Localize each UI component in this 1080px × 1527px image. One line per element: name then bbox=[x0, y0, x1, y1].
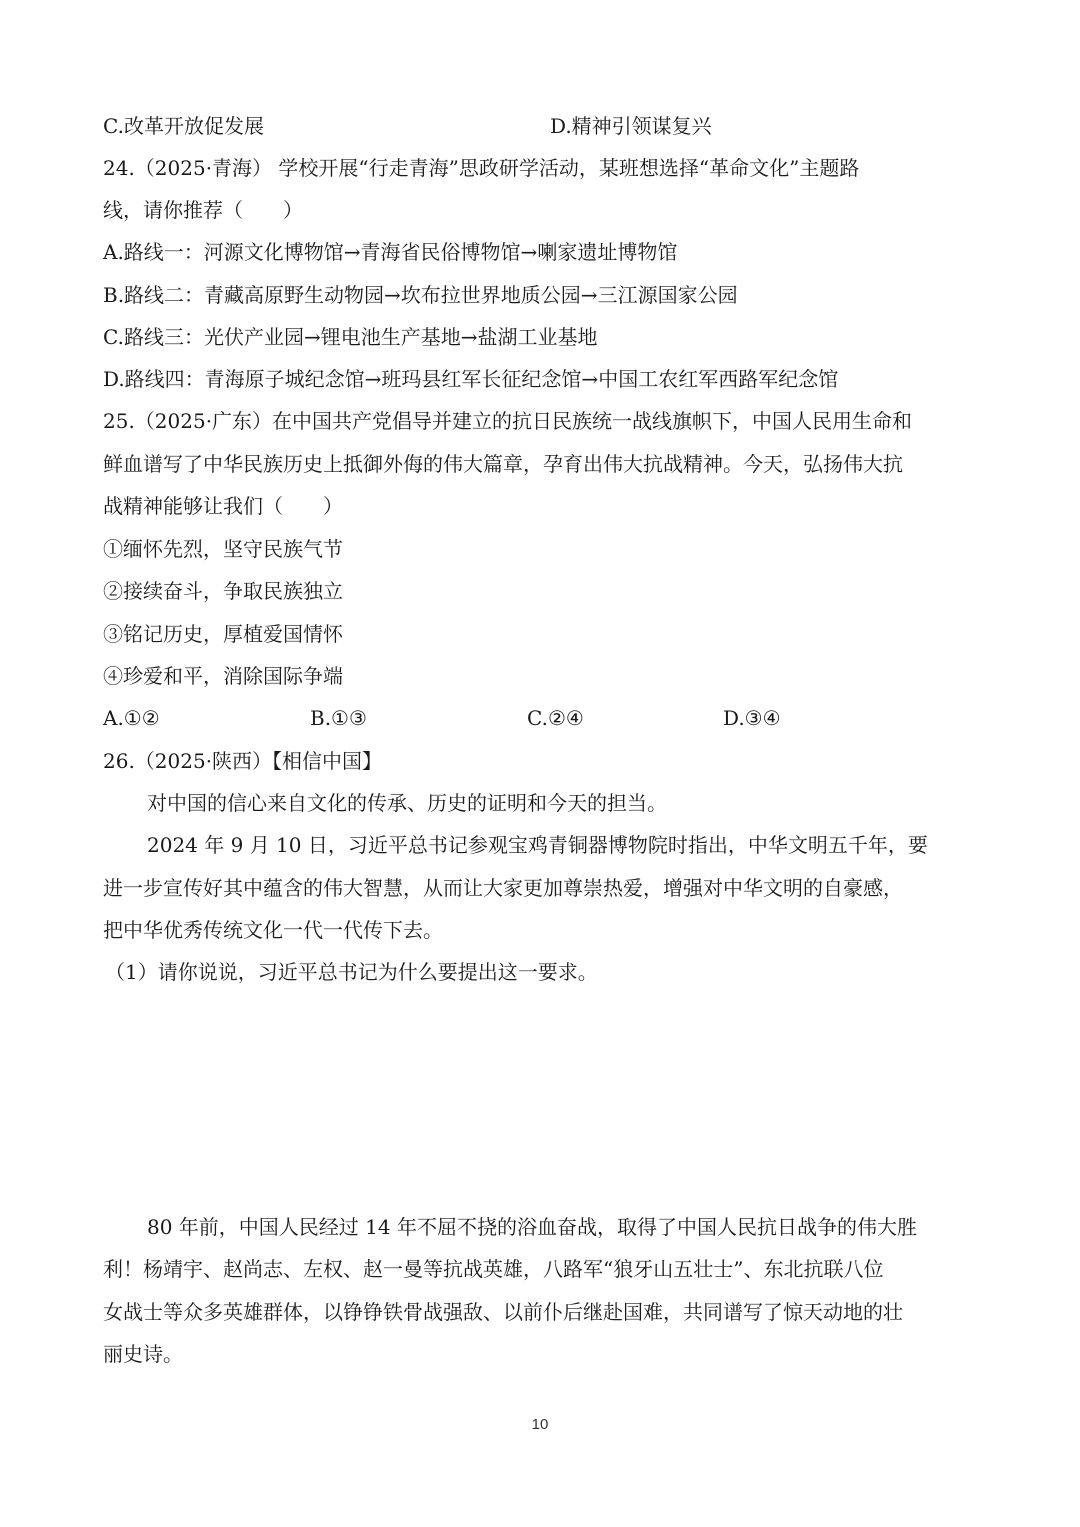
q25-stem-line2: 鲜血谱写了中华民族历史上抵御外侮的伟大篇章，孕育出伟大抗战精神。今天，弘扬伟大抗 bbox=[103, 452, 903, 476]
q26-paragraph-2-line3: 把中华优秀传统文化一代一代传下去。 bbox=[103, 918, 443, 942]
q24-option-b: B.路线二：青藏高原野生动物园→坎布拉世界地质公园→三江源国家公园 bbox=[103, 283, 738, 307]
q24-stem-line2: 线，请你推荐（ ） bbox=[103, 198, 303, 222]
q26-subquestion-1: （1）请你说说，习近平总书记为什么要提出这一要求。 bbox=[105, 960, 598, 984]
q25-statement-4: ④珍爱和平，消除国际争端 bbox=[103, 664, 343, 688]
q25-statement-2: ②接续奋斗，争取民族独立 bbox=[103, 579, 343, 603]
page-number: 10 bbox=[531, 1416, 549, 1433]
q25-statement-3: ③铭记历史，厚植爱国情怀 bbox=[103, 622, 343, 646]
q25-option-c: C.②④ bbox=[527, 706, 584, 730]
q25-stem-line3: 战精神能够让我们（ ） bbox=[103, 494, 343, 518]
q26-paragraph-2-line1: 2024 年 9 月 10 日，习近平总书记参观宝鸡青铜器博物院时指出，中华文明五千年，要 bbox=[147, 833, 928, 857]
q25-statement-1: ①缅怀先烈，坚守民族气节 bbox=[103, 537, 343, 561]
q25-option-a: A.①② bbox=[103, 706, 160, 730]
q23-option-c: C.改革开放促发展 bbox=[103, 114, 264, 138]
q26-paragraph-3-line2: 利！杨靖宇、赵尚志、左权、赵一曼等抗战英雄，八路军“狼牙山五壮士”、东北抗联八位 bbox=[103, 1257, 884, 1281]
q26-paragraph-3-line3: 女战士等众多英雄群体，以铮铮铁骨战强敌、以前仆后继赴国难，共同谱写了惊天动地的壮 bbox=[103, 1300, 903, 1324]
q26-paragraph-2-line2: 进一步宣传好其中蕴含的伟大智慧，从而让大家更加尊崇热爱，增强对中华文明的自豪感， bbox=[103, 876, 903, 900]
q23-option-d: D.精神引领谋复兴 bbox=[550, 114, 712, 138]
q24-option-d: D.路线四：青海原子城纪念馆→班玛县红军长征纪念馆→中国工农红军西路军纪念馆 bbox=[103, 367, 839, 391]
q24-option-c: C.路线三：光伏产业园→锂电池生产基地→盐湖工业基地 bbox=[103, 325, 598, 349]
q26-paragraph-3-line4: 丽史诗。 bbox=[103, 1342, 183, 1366]
q24-stem-line1: 24.（2025·青海） 学校开展“行走青海”思政研学活动，某班想选择“革命文化”主题路 bbox=[103, 156, 860, 180]
q25-option-b: B.①③ bbox=[310, 706, 367, 730]
q25-option-d: D.③④ bbox=[723, 706, 781, 730]
q26-paragraph-1: 对中国的信心来自文化的传承、历史的证明和今天的担当。 bbox=[147, 791, 667, 815]
q24-option-a: A.路线一：河源文化博物馆→青海省民俗博物馆→喇家遗址博物馆 bbox=[103, 240, 678, 264]
q25-stem-line1: 25.（2025·广东）在中国共产党倡导并建立的抗日民族统一战线旗帜下，中国人民用生命和 bbox=[103, 409, 913, 433]
q26-paragraph-3-line1: 80 年前，中国人民经过 14 年不屈不挠的浴血奋战，取得了中国人民抗日战争的伟大胜 bbox=[147, 1215, 917, 1239]
q26-header: 26.（2025·陕西）【相信中国】 bbox=[103, 749, 383, 773]
